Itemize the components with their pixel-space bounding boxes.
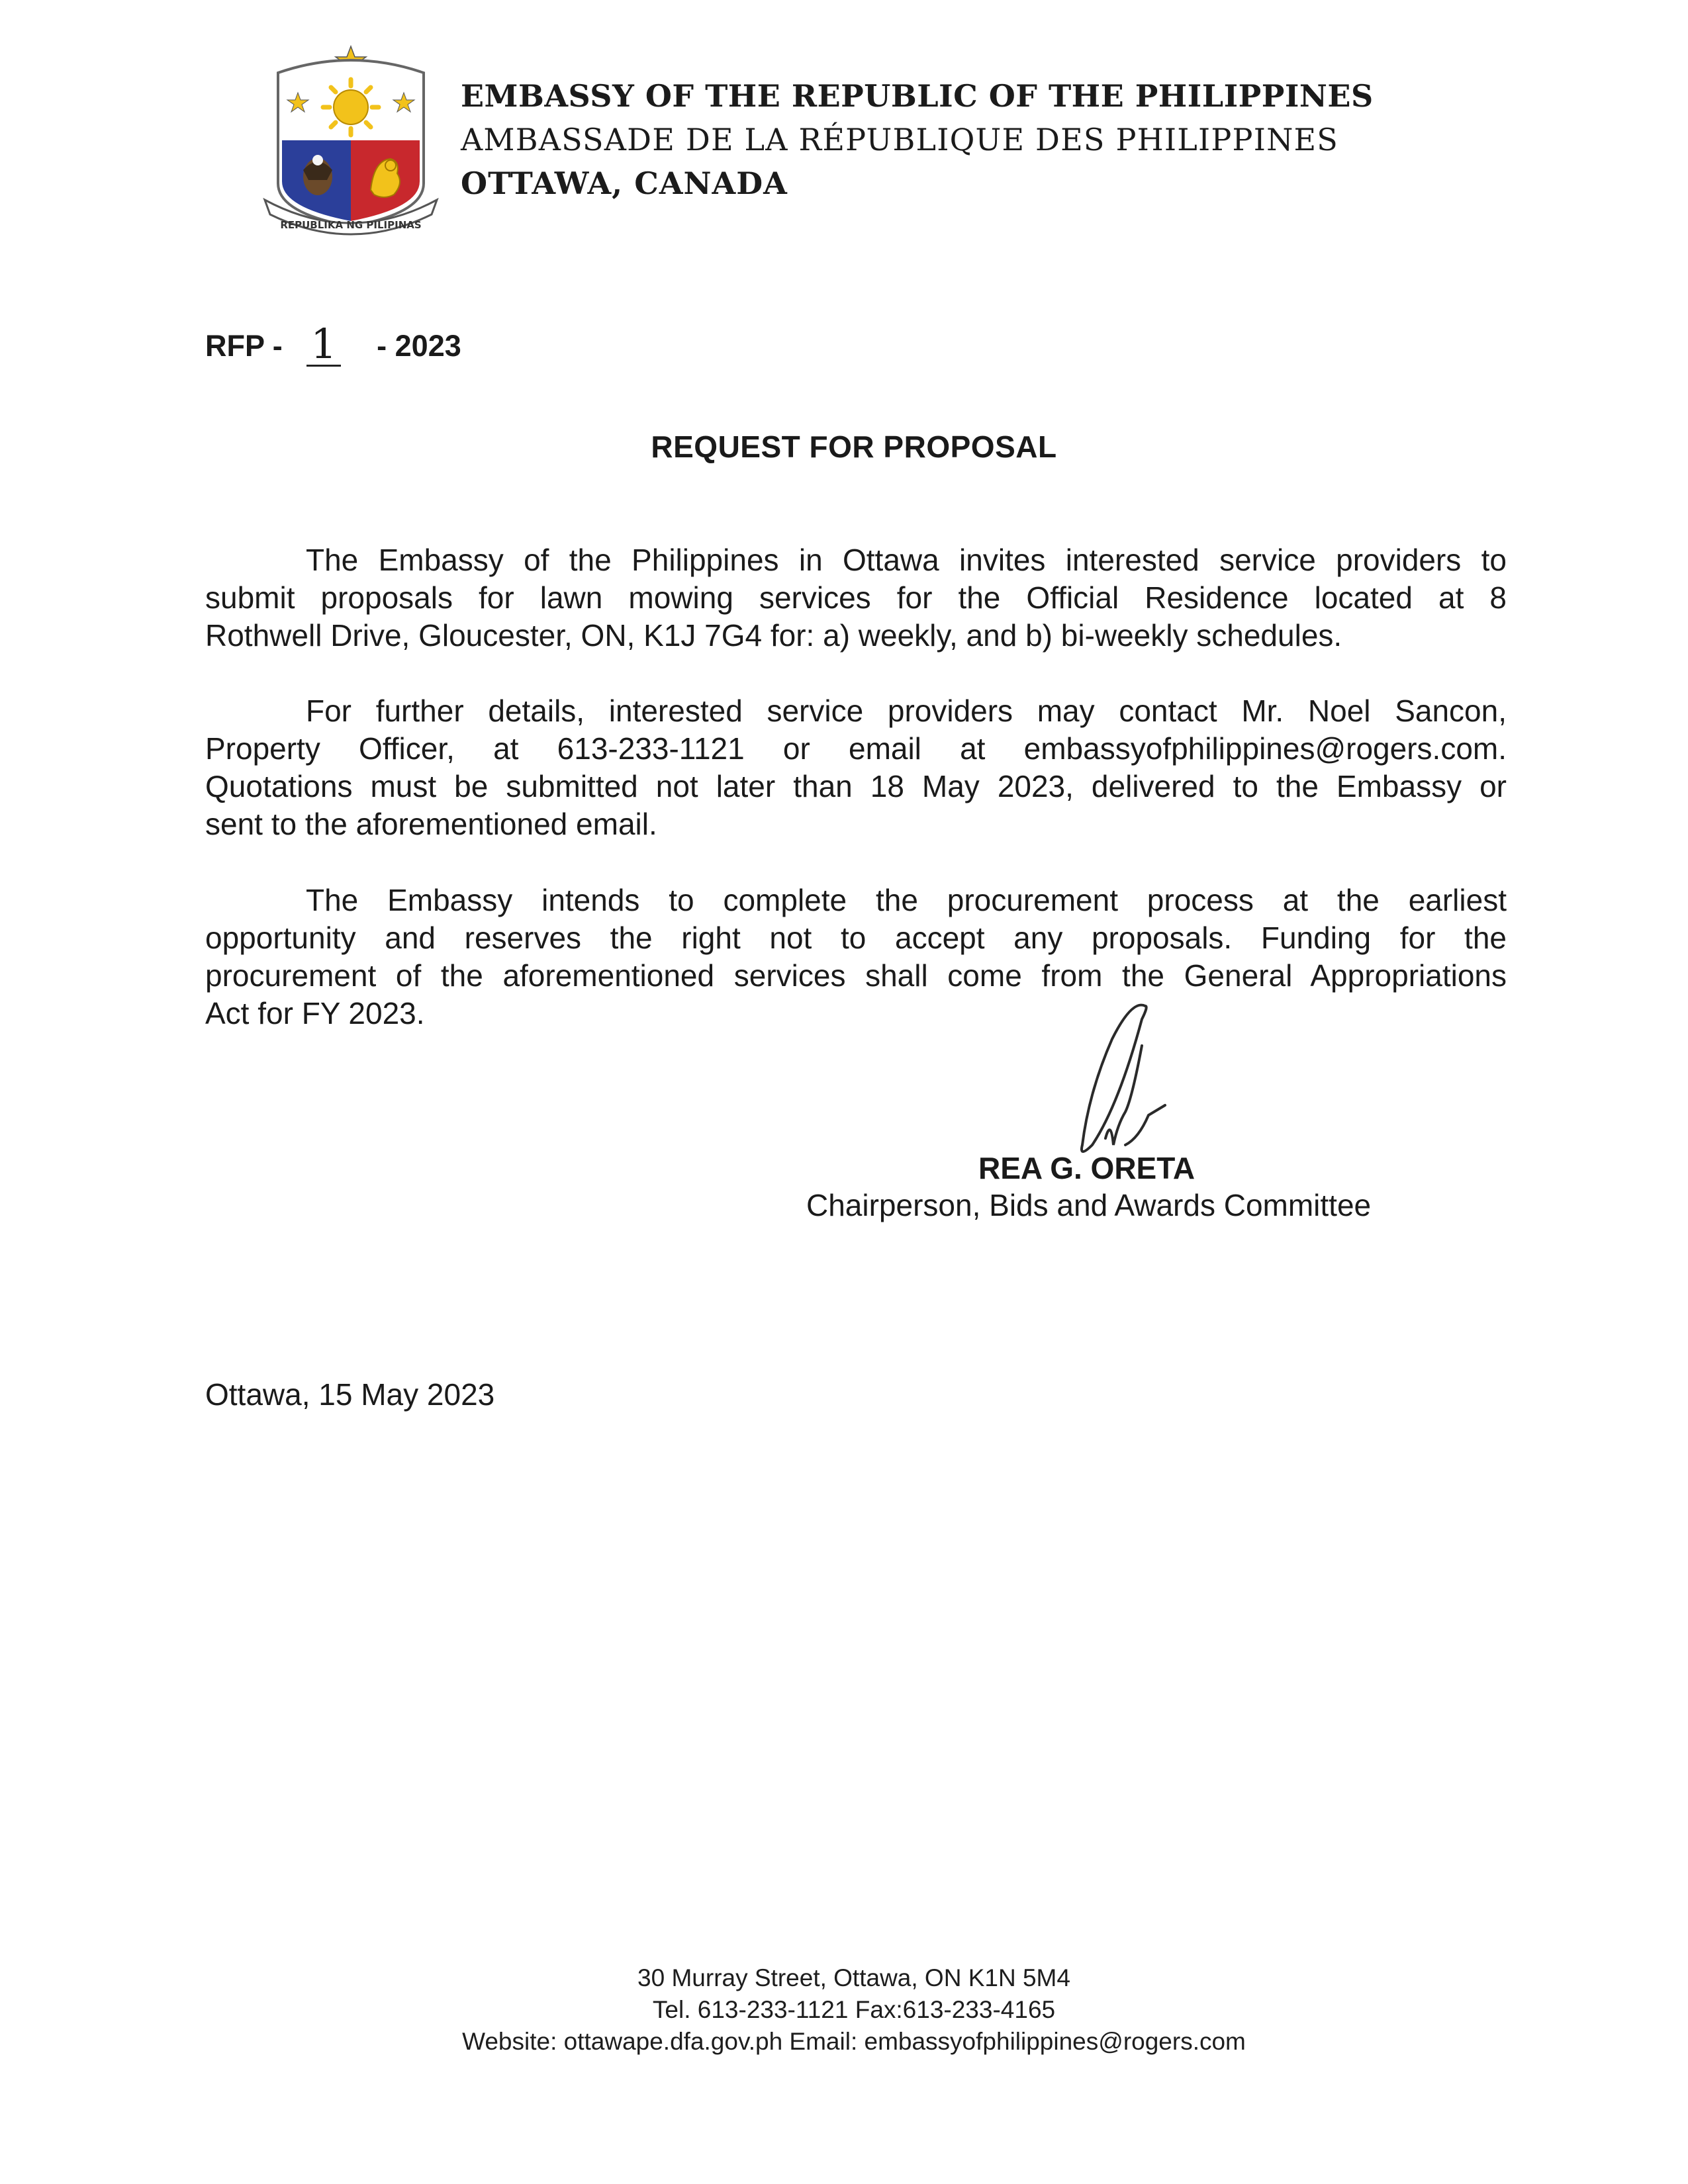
rfp-prefix: RFP - [205,329,283,363]
rfp-reference [205,318,461,366]
philippine-coat-of-arms-seal [258,41,444,240]
paragraph-line: Rothwell Drive, Gloucester, ON, K1J 7G4 for: a) weekly, and b) bi-weekly schedules. [205,618,1342,653]
letterhead-french: AMBASSADE DE LA RÉPUBLIQUE DES PHILIPPINES [461,122,1339,158]
footer-phone-fax: Tel. 613-233-1121 Fax:613-233-4165 [652,1996,1056,2023]
paragraph-contact-details [205,692,1507,843]
footer-address: 30 Murray Street, Ottawa, ON K1N 5M4 [637,1964,1070,1991]
letterhead-english: EMBASSY OF THE REPUBLIC OF THE PHILIPPINES [461,78,1374,114]
signatory-name: REA G. ORETA [978,1151,1196,1185]
letterhead-location: OTTAWA, CANADA [461,165,788,201]
paragraph-line: Quotations must be submitted not later than 18 May 2023, delivered to the Embassy or [205,769,1507,803]
paragraph-line: The Embassy intends to complete the procurement process at the earliest [306,883,1507,917]
paragraph-line: sent to the aforementioned email. [205,807,657,841]
paragraph-line: The Embassy of the Philippines in Ottawa invites interested service providers to [306,543,1507,577]
paragraph-line: Property Officer, at 613-233-1121 or email at embassyofphilippines@rogers.com. [205,731,1507,766]
paragraph-line: For further details, interested service providers may contact Mr. Noel Sancon, [306,694,1507,728]
document-title: REQUEST FOR PROPOSAL [651,430,1057,464]
paragraph-line: opportunity and reserves the right not to accept any proposals. Funding for the [205,921,1507,955]
paragraph-line: Act for FY 2023. [205,996,425,1030]
paragraph-line: submit proposals for lawn mowing services for the Official Residence located at 8 [205,580,1507,615]
paragraph-invitation [205,541,1507,655]
sun-icon [323,79,379,135]
rfp-number: 1 [310,320,337,368]
paragraph-procurement [205,882,1507,1032]
paragraph-line: procurement of the aforementioned services shall come from the General Appropriations [205,958,1507,993]
seal-ribbon-text: REPUBLIKA NG PILIPINAS [280,219,422,231]
place-and-date: Ottawa, 15 May 2023 [205,1377,495,1412]
signatory-title: Chairperson, Bids and Awards Committee [806,1188,1372,1222]
rfp-year: - 2023 [377,329,461,363]
footer-website-email: Website: ottawape.dfa.gov.ph Email: embassyofphilippines@rogers.com [462,2028,1246,2055]
